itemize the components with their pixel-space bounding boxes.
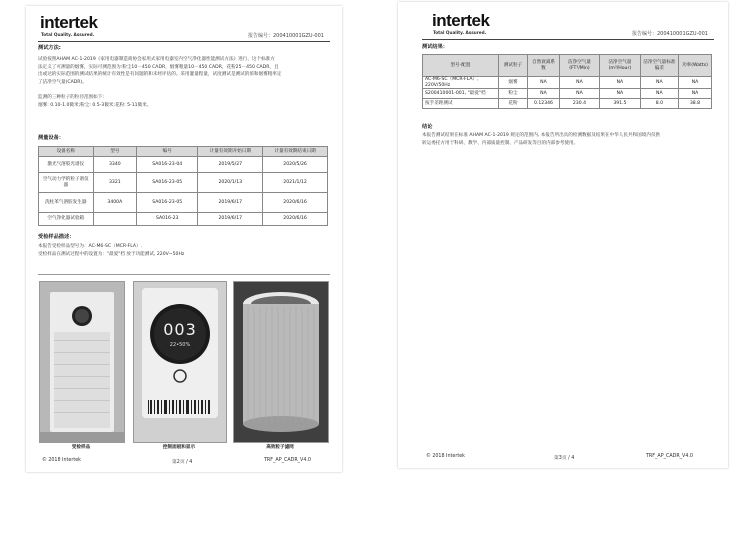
header-divider [422, 39, 714, 40]
report-number: 报告编号：200410001GZU-001 [632, 31, 708, 37]
logo-tagline: Total Quality. Assured. [433, 30, 487, 35]
control-panel-illustration [134, 282, 226, 442]
results-table [422, 54, 712, 109]
method-line: 烟雾: 0.10-1.0微米;粉尘: 0.5-3微米;花粉: 5-11微米。 [38, 102, 152, 108]
table-cell: NA [600, 89, 641, 99]
hepa-filter-photo [233, 281, 329, 443]
purifier-photo [39, 281, 125, 443]
table-cell [93, 213, 137, 226]
column-header: 计量有效期结束日期 [263, 147, 328, 157]
sample-line: 本报告受检样品型号为：AC-M6-SC（MCR-FLA）. [38, 244, 143, 249]
table-row [39, 173, 328, 193]
conclusion-heading: 结论 [422, 124, 433, 130]
footer-form-code: TRF_AP_CADR_V4.0 [264, 458, 311, 463]
method-line: 出或达的实际范围的测试结果的统计有效性是有问题的和未经评估的。采用灌量程量，试度测试是测试的浓和烟雾粗率定 [38, 72, 282, 78]
footer-copyright: © 2018 Intertek [42, 458, 81, 463]
table-cell: 按手差距测试 [423, 99, 499, 109]
footer-copyright: © 2018 Intertek [426, 454, 465, 459]
table-cell: 38.8 [678, 99, 711, 109]
footer-form-code: TRF_AP_CADR_V4.0 [646, 454, 693, 459]
table-row [39, 193, 328, 213]
table-cell: NA [678, 77, 711, 89]
column-header: 洁净空气量(FT³/Min) [559, 55, 599, 77]
method-line [38, 86, 334, 94]
table-cell: 粉尘 [498, 89, 527, 99]
table-cell: SA016-23-04 [137, 157, 198, 173]
conclusion-text [422, 132, 718, 147]
table-cell: NA [640, 89, 678, 99]
report-page-3 [398, 2, 728, 468]
method-heading: 测试方法: [38, 45, 61, 51]
display-subtext: 22•50% [169, 342, 191, 348]
table-cell: NA [640, 77, 678, 89]
footer-page-number: 第3页 / 4 [554, 456, 575, 461]
table-cell: 空气净化器试验箱 [39, 213, 94, 226]
table-cell: NA [678, 89, 711, 99]
table-cell: 2019/5/27 [198, 157, 263, 173]
report-page-2 [26, 6, 342, 472]
column-header: 型号 [93, 147, 137, 157]
table-cell: 8.0 [640, 99, 678, 109]
column-header: 洁净空气量(m³/Hour) [600, 55, 641, 77]
photo-divider [38, 274, 330, 275]
footer-page-number: 第2页 / 4 [172, 460, 193, 465]
table-cell: 2020/1/13 [198, 173, 263, 193]
display-number: 003 [163, 320, 197, 339]
table-cell: SA016-23 [137, 213, 198, 226]
table-cell: NA [528, 77, 560, 89]
report-number: 报告编号：200410001GZU-001 [248, 33, 324, 39]
table-cell: AC-M6-SC（MCR-FLA）, 220V/50Hz [423, 77, 499, 89]
table-cell: 烟雾 [498, 77, 527, 89]
table-header-row [39, 147, 328, 157]
photo-caption: 受检样品 [71, 445, 91, 450]
results-heading: 测试结果： [422, 44, 448, 50]
column-header: 型号·配置 [423, 55, 499, 77]
method-line: 监测的三种粒子的粒径范围如下: [38, 94, 104, 100]
table-cell: 洗柱苯气溶胶发生器 [39, 193, 94, 213]
table-cell: 230.4 [559, 99, 599, 109]
column-header: 功率(Watts) [678, 55, 711, 77]
table-cell: 3400A [93, 193, 137, 213]
table-row [423, 77, 712, 89]
table-cell: 空气动力学的粒子谱仪器 [39, 173, 94, 193]
table-header-row [423, 55, 712, 77]
table-cell: 0.12346 [528, 99, 560, 109]
column-header: 编号 [137, 147, 198, 157]
method-line: 了洁净空气量(CADR)。 [38, 79, 87, 85]
table-cell: 2019/6/17 [198, 213, 263, 226]
sample-heading: 受检样品描述： [38, 234, 75, 240]
column-header: 设备名称 [39, 147, 94, 157]
column-header: 计量有效期开始日期 [198, 147, 263, 157]
column-header: 测试粒子 [498, 55, 527, 77]
table-cell: 2020/6/16 [263, 213, 328, 226]
method-line: 试验按照AHAM AC-1-2019《家用电器制造商协会家用式家用电器室内空气净化器性能测试方法》进行，这个标准方 [38, 57, 275, 62]
table-cell: 激光气溶胶光谱仪 [39, 157, 94, 173]
table-cell: 花粉 [498, 99, 527, 109]
table-cell: NA [559, 89, 599, 99]
table-cell: SA016-23-05 [137, 173, 198, 193]
equipment-heading: 测量设备： [38, 135, 64, 141]
filter-illustration [234, 282, 328, 442]
table-row [423, 89, 712, 99]
table-row [423, 99, 712, 109]
table-cell: NA [528, 89, 560, 99]
table-cell: NA [559, 77, 599, 89]
table-cell: 2020/5/26 [263, 157, 328, 173]
intertek-logo: intertek [432, 11, 490, 30]
method-text [38, 56, 334, 109]
table-cell: S200410001-001, "最爱"档 [423, 89, 499, 99]
table-cell: NA [600, 77, 641, 89]
column-header: 洁净空气量标准偏差 [640, 55, 678, 77]
photo-caption: 控制面板和显示 [162, 445, 196, 450]
table-row [39, 213, 328, 226]
sample-text [38, 243, 334, 258]
table-row [39, 157, 328, 173]
table-cell: 3340 [93, 157, 137, 173]
method-line: 法定义了可测量的烟雾，实际可测范围为:粉尘10－450 CADR，烟雾粗量10－450 CADR，花粉25－450 CADR，且 [38, 64, 279, 70]
conclusion-line: 转运委托方用于科研、教学、内部质量控制、产品研发等目的内部参考使用。 [422, 140, 579, 146]
logo-tagline: Total Quality. Assured. [41, 32, 95, 37]
table-cell: 391.5 [600, 99, 641, 109]
table-cell: 2019/6/17 [198, 193, 263, 213]
intertek-logo: intertek [40, 13, 98, 32]
photo-caption: 高效粒子滤网 [266, 445, 294, 450]
table-cell: 3321 [93, 173, 137, 193]
conclusion-line: 本报告测试结果在标准 AHAM AC-1-2019 规定的范围内, 本报告所出具的检测数据及结果在中华人民共和国境内仅供 [422, 133, 661, 138]
control-panel-photo [133, 281, 227, 443]
table-cell: 2021/1/12 [263, 173, 328, 193]
column-header: 自然衰减系数 [528, 55, 560, 77]
purifier-illustration [40, 282, 124, 442]
equipment-table [38, 146, 328, 226]
table-cell: SA016-23-05 [137, 193, 198, 213]
sample-line: 受检样品在测试过程中的设置为："最爱"档 放于功能测试, 220V~50Hz [38, 251, 185, 257]
table-cell: 2020/6/16 [263, 193, 328, 213]
header-divider [38, 41, 330, 42]
